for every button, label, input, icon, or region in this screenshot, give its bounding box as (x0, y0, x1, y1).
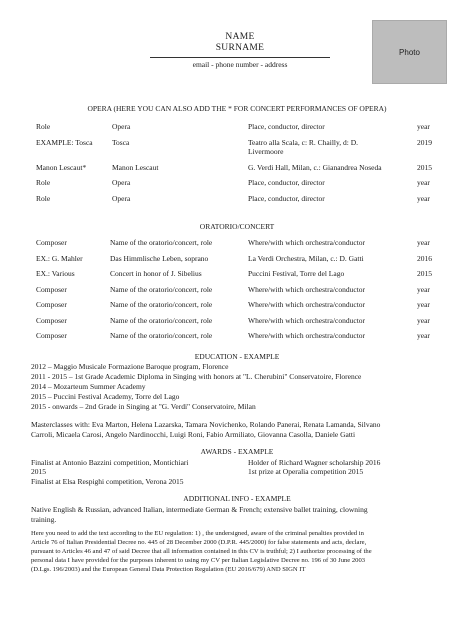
opera-row-cell: 2015 (417, 163, 432, 172)
legal-notice-line: (D.Lgs. 196/2003) and the European General Data Protection Regulation (EU 2016/679) AND SIGN IT (31, 566, 306, 573)
oratorio-row-cell: EX.: Various (36, 269, 75, 278)
photo-placeholder (372, 20, 447, 84)
education-line: 2011 - 2015 – 1st Grade Academic Diploma in Singing with honors at "L. Cherubini" Conservatoire, Florence (31, 372, 362, 381)
oratorio-row-cell: year (417, 316, 430, 325)
opera-row-cell: Manon Lescaut (112, 163, 159, 172)
opera-row-cell: year (417, 194, 430, 203)
opera-row-cell: Opera (112, 178, 131, 187)
oratorio-row-cell: Puccini Festival, Torre del Lago (248, 269, 345, 278)
education-line: 2012 – Maggio Musicale Formazione Baroque program, Florence (31, 362, 229, 371)
oratorio-row-cell: Name of the oratorio/concert, role (110, 238, 213, 247)
oratorio-row-cell: year (417, 331, 430, 340)
education-section-title: EDUCATION - EXAMPLE (194, 352, 280, 361)
opera-row-cell: G. Verdi Hall, Milan, c.: Gianandrea Noseda (248, 163, 382, 172)
opera-section-title: OPERA (HERE YOU CAN ALSO ADD THE * FOR CONCERT PERFORMANCES OF OPERA) (87, 104, 387, 113)
oratorio-row-cell: 2015 (417, 269, 432, 278)
oratorio-row-cell: Composer (36, 331, 67, 340)
award-item: Finalist at Elsa Respighi competition, Verona 2015 (31, 477, 184, 486)
awards-section-title: AWARDS - EXAMPLE (200, 447, 274, 456)
oratorio-row-cell: Composer (36, 316, 67, 325)
masterclasses-line: Carroli, Micaela Carosi, Angelo Nardinocchi, Luigi Roni, Fabio Armiliato, Giovanna Casolla, Daniele Gatti (31, 430, 356, 439)
education-line: 2014 – Mozarteum Summer Academy (31, 382, 146, 391)
header-divider (150, 57, 330, 58)
oratorio-row-cell: Composer (36, 238, 67, 247)
oratorio-row-cell: Name of the oratorio/concert, role (110, 316, 213, 325)
additional-line: training. (31, 515, 57, 524)
oratorio-row-cell: La Verdi Orchestra, Milan, c.: D. Gatti (248, 254, 364, 263)
oratorio-row-cell: EX.: G. Mahler (36, 254, 83, 263)
photo-label: Photo (399, 47, 420, 57)
opera-row-cell: Livermoore (248, 147, 284, 156)
education-line: 2015 – Puccini Festival Academy, Torre del Lago (31, 392, 180, 401)
oratorio-section-title: ORATORIO/CONCERT (199, 222, 275, 231)
oratorio-row-cell: Composer (36, 285, 67, 294)
surname-heading: SURNAME (215, 43, 265, 53)
oratorio-row-cell: Where/with which orchestra/conductor (248, 316, 366, 325)
legal-notice-line: Here you need to add the text according to the EU regulation: 1) , the undersigned, aware of the criminal penalties provided in (31, 530, 364, 537)
oratorio-row-cell: Where/with which orchestra/conductor (248, 331, 366, 340)
education-line: 2015 - onwards – 2nd Grade in Singing at "G. Verdi" Conservatoire, Milan (31, 402, 256, 411)
award-item: 2015 (31, 467, 46, 476)
opera-row-cell: 2019 (417, 138, 432, 147)
oratorio-row-cell: year (417, 285, 430, 294)
oratorio-row-cell: Composer (36, 300, 67, 309)
award-item: Finalist at Antonio Bazzini competition, Montichiari (31, 458, 189, 467)
oratorio-row-cell: Where/with which orchestra/conductor (248, 285, 366, 294)
oratorio-row-cell: year (417, 300, 430, 309)
opera-row-cell: year (417, 122, 430, 131)
oratorio-row-cell: Concert in honor of J. Sibelius (110, 269, 202, 278)
opera-row-cell: year (417, 178, 430, 187)
opera-row-cell: Manon Lescaut* (36, 163, 87, 172)
opera-row-cell: Opera (112, 194, 131, 203)
opera-row-cell: Teatro alla Scala, c: R. Chailly, d: D. (248, 138, 358, 147)
opera-row-cell: Place, conductor, director (248, 178, 325, 187)
legal-notice-line: pursuant to Articles 46 and 47 of said Decree that all information contained in this CV is truthful; 2) I authorize processing of the (31, 548, 372, 555)
opera-row-cell: Role (36, 122, 51, 131)
oratorio-row-cell: year (417, 238, 430, 247)
opera-row-cell: Opera (112, 122, 131, 131)
opera-row-cell: Place, conductor, director (248, 194, 325, 203)
oratorio-row-cell: Name of the oratorio/concert, role (110, 300, 213, 309)
masterclasses-line: Masterclasses with: Eva Marton, Helena Lazarska, Tamara Novichenko, Rolando Panerai, Renata Lamanda, Silvano (31, 420, 381, 429)
oratorio-row-cell: Das Himmlische Leben, soprano (110, 254, 209, 263)
legal-notice-line: personal data I have provided for the purposes inherent to using my CV per Italian Legislative Decree no. 196 of 30 June 2003 (31, 557, 366, 564)
oratorio-row-cell: 2016 (417, 254, 432, 263)
opera-row-cell: Place, conductor, director (248, 122, 325, 131)
oratorio-row-cell: Name of the oratorio/concert, role (110, 331, 213, 340)
additional-section-title: ADDITIONAL INFO - EXAMPLE (183, 494, 291, 503)
opera-row-cell: Tosca (112, 138, 130, 147)
additional-line: Native English & Russian, advanced Italian, intermediate German & French; extensive ballet training, clowning (31, 505, 368, 514)
oratorio-row-cell: Where/with which orchestra/conductor (248, 238, 366, 247)
oratorio-row-cell: Name of the oratorio/concert, role (110, 285, 213, 294)
opera-row-cell: Role (36, 178, 51, 187)
name-heading: NAME (225, 32, 255, 42)
opera-row-cell: Role (36, 194, 51, 203)
opera-row-cell: EXAMPLE: Tosca (36, 138, 93, 147)
award-item: 1st prize at Operalia competition 2015 (248, 467, 364, 476)
oratorio-row-cell: Where/with which orchestra/conductor (248, 300, 366, 309)
contact-line: email - phone number - address (192, 60, 288, 69)
award-item: Holder of Richard Wagner scholarship 2016 (248, 458, 381, 467)
legal-notice-line: Article 76 of Italian Presidential Decree no. 445 of 28 December 2000 (D.P.R. 445/2000) for false statements and acts, declare, (31, 539, 367, 546)
